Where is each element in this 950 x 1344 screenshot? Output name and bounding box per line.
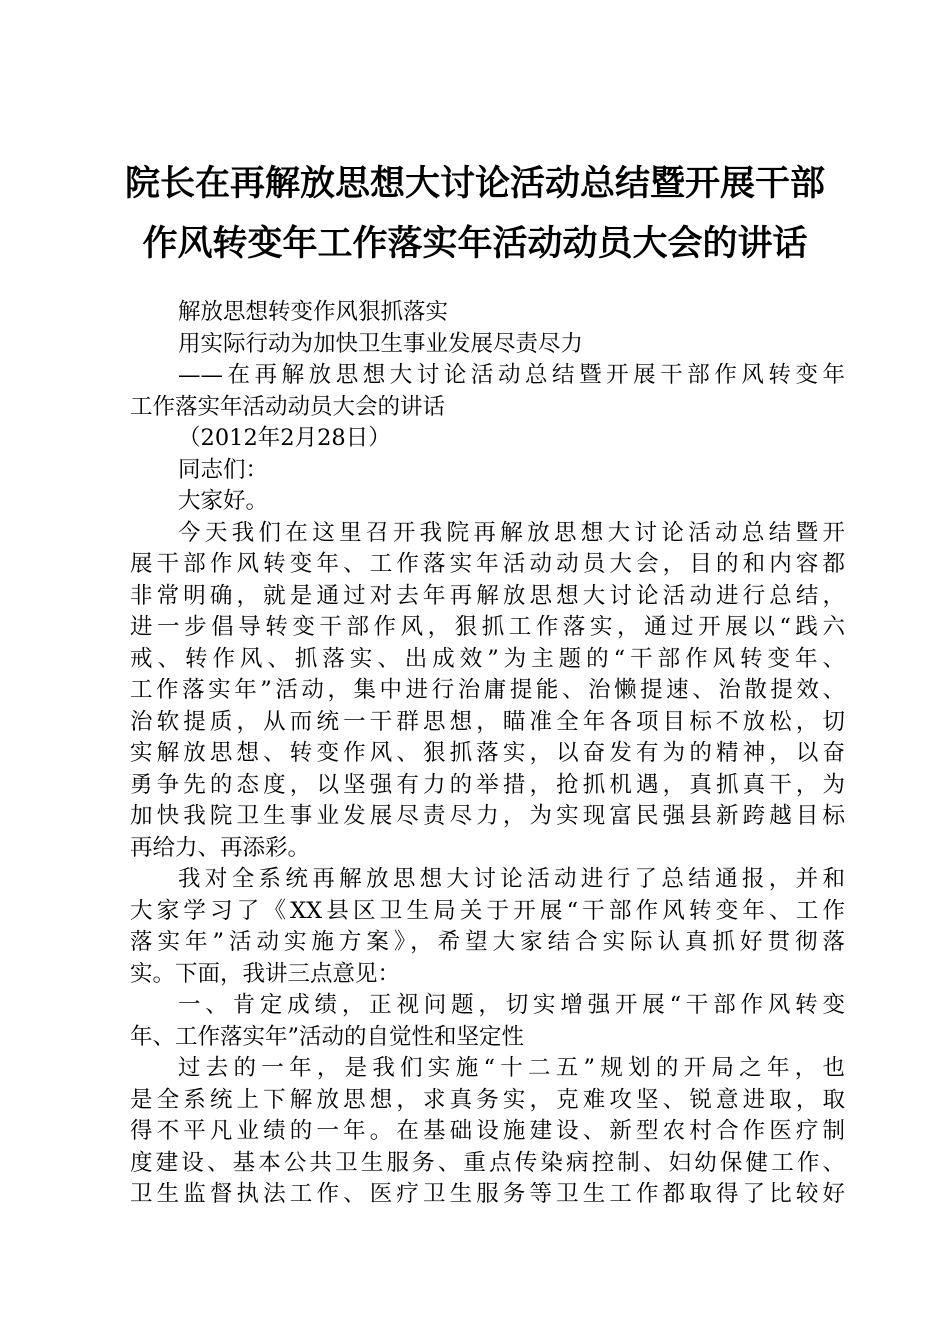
text-line: 我对全系统再解放思想大讨论活动进行了总结通报，并和 — [178, 866, 845, 892]
text-line: 得不平凡业绩的一年。在基础设施建设、新型农村合作医疗制 — [130, 1118, 845, 1144]
text-line: 今天我们在这里召开我院再解放思想大讨论活动总结暨开 — [178, 519, 845, 546]
text-line: 卫生监督执法工作、医疗卫生服务等卫生工作都取得了比较好 — [130, 1181, 845, 1207]
text-line: 非常明确，就是通过对去年再解放思想大讨论活动进行总结， — [130, 582, 845, 609]
text-line: 度建设、基本公共卫生服务、重点传染病控制、妇幼保健工作、 — [130, 1149, 845, 1176]
text-line: 一、肯定成绩，正视问题，切实增强开展“干部作风转变 — [178, 992, 845, 1018]
text-line: （2012年2月28日） — [178, 425, 391, 451]
document-body — [130, 297, 845, 1211]
text-line: 戒、转作风、抓落实、出成效”为主题的“干部作风转变年、 — [130, 645, 845, 672]
text-line: 勇争先的态度，以坚强有力的举措，抢抓机遇，真抓真干，为 — [130, 771, 845, 798]
text-line: 实解放思想、转变作风、狠抓落实，以奋发有为的精神，以奋 — [130, 740, 845, 766]
document-title-line-1: 院长在再解放思想大讨论活动总结暨开展干部 — [124, 164, 825, 204]
text-line: 工作落实年”活动，集中进行治庸提能、治懒提速、治散提效、 — [130, 677, 845, 703]
text-line: 落实年”活动实施方案》，希望大家结合实际认真抓好贯彻落 — [130, 929, 845, 955]
text-line: 年、工作落实年”活动的自觉性和坚定性 — [130, 1023, 525, 1050]
text-line: 是全系统上下解放思想，求真务实，克难攻坚、锐意进取，取 — [130, 1086, 845, 1113]
text-line: 用实际行动为加快卫生事业发展尽责尽力 — [178, 330, 584, 357]
document-title-line-2: 作风转变年工作落实年活动动员大会的讲话 — [142, 224, 808, 264]
text-line: 同志们： — [178, 456, 269, 483]
text-line: 治软提质，从而统一干群思想，瞄准全年各项目标不放松，切 — [130, 708, 845, 735]
text-line: ——在再解放思想大讨论活动总结暨开展干部作风转变年 — [178, 362, 845, 388]
text-line: 大家好。 — [178, 488, 269, 514]
text-line: 大家学习了《XX县区卫生局关于开展“干部作风转变年、工作 — [130, 897, 845, 924]
text-line: 过去的一年，是我们实施“十二五”规划的开局之年，也 — [178, 1055, 845, 1081]
text-line: 解放思想转变作风狠抓落实 — [178, 299, 449, 325]
text-line: 实。下面，我讲三点意见： — [130, 960, 401, 987]
text-line: 进一步倡导转变干部作风，狠抓工作落实，通过开展以“践六 — [130, 614, 845, 640]
text-line: 展干部作风转变年、工作落实年活动动员大会，目的和内容都 — [130, 551, 845, 577]
text-line: 工作落实年活动动员大会的讲话 — [130, 393, 446, 420]
text-line: 再给力、再添彩。 — [130, 834, 311, 861]
text-line: 加快我院卫生事业发展尽责尽力，为实现富民强县新跨越目标 — [130, 803, 845, 829]
